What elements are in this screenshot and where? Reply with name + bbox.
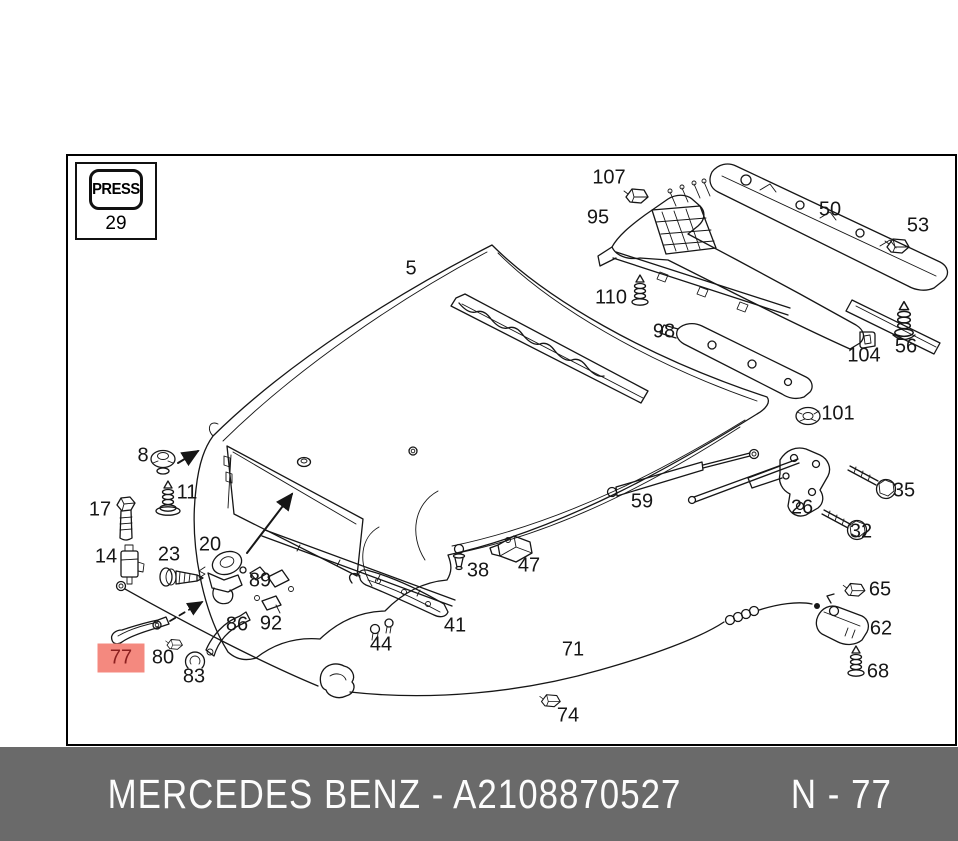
part-label-14[interactable]: 14 <box>94 545 118 568</box>
part-label-20[interactable]: 20 <box>198 533 222 556</box>
footer-brand-partnumber: MERCEDES BENZ - A2108870527 <box>107 770 682 817</box>
part-label-11[interactable]: 11 <box>176 481 198 504</box>
part-label-23[interactable]: 23 <box>157 543 181 566</box>
part-label-110[interactable]: 110 <box>595 286 627 309</box>
part-label-92[interactable]: 92 <box>259 612 283 635</box>
part-label-41[interactable]: 41 <box>443 614 467 637</box>
part-label-62[interactable]: 62 <box>869 617 893 640</box>
part-label-89[interactable]: 89 <box>248 569 272 592</box>
part-label-95[interactable]: 95 <box>586 206 610 229</box>
part-label-68[interactable]: 68 <box>866 660 890 683</box>
footer-sheet-ref: N - 77 <box>791 770 893 817</box>
part-label-35[interactable]: 35 <box>892 479 916 502</box>
part-label-53[interactable]: 53 <box>906 214 930 237</box>
footer-bar <box>0 747 958 841</box>
press-number: 29 <box>105 213 127 234</box>
part-label-74[interactable]: 74 <box>556 704 580 727</box>
part-label-107[interactable]: 107 <box>592 166 626 189</box>
part-label-32[interactable]: 32 <box>849 520 873 543</box>
part-label-17[interactable]: 17 <box>88 498 112 521</box>
part-label-47[interactable]: 47 <box>517 554 541 577</box>
part-label-86[interactable]: 86 <box>225 613 249 636</box>
part-label-8[interactable]: 8 <box>137 444 149 467</box>
press-label: PRESS <box>92 180 140 198</box>
part-label-80[interactable]: 80 <box>151 646 175 669</box>
part-label-83[interactable]: 83 <box>182 665 206 688</box>
part-label-104[interactable]: 104 <box>847 344 881 367</box>
part-label-26[interactable]: 26 <box>790 496 814 519</box>
part-label-50[interactable]: 50 <box>818 198 842 221</box>
part-label-98[interactable]: 98 <box>652 320 676 343</box>
part-label-44[interactable]: 44 <box>369 633 393 656</box>
part-label-56[interactable]: 56 <box>894 335 918 358</box>
part-label-101[interactable]: 101 <box>821 402 855 425</box>
part-label-65[interactable]: 65 <box>868 578 892 601</box>
part-label-59[interactable]: 59 <box>630 490 654 513</box>
part-label-5[interactable]: 5 <box>405 257 417 280</box>
part-label-77[interactable]: 77 <box>98 644 145 673</box>
part-label-38[interactable]: 38 <box>466 559 490 582</box>
part-label-71[interactable]: 71 <box>561 638 585 661</box>
